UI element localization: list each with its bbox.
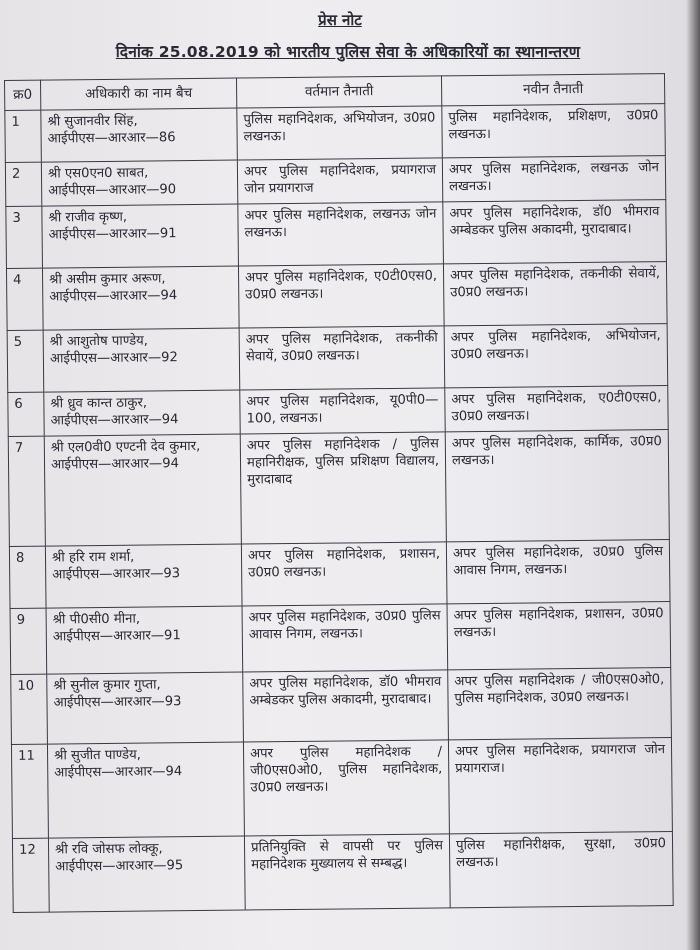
header-new-posting: नवीन तैनाती [441, 74, 664, 106]
page-edge-shadow [686, 0, 700, 950]
officer-cell [41, 108, 238, 162]
officer-cell [48, 836, 245, 912]
officer-batch: आईपीएस—आरआर—93 [52, 566, 181, 583]
officer-cell [47, 672, 244, 744]
officer-cell [44, 434, 241, 546]
header-serial: क्र0 [5, 80, 41, 110]
officer-name: श्री असीम कुमार अरूण, [49, 271, 166, 288]
serial-cell: 2 [5, 162, 41, 206]
officer-cell [41, 160, 237, 206]
officer-name: श्री राजीव कृष्ण, [48, 209, 128, 226]
transfer-subtitle: दिनांक 25.08.2019 को भारतीय पुलिस सेवा के अधिकारियों का स्थानान्तरण [115, 43, 581, 61]
transfer-table [4, 73, 674, 913]
new-posting-cell: पुलिस महानिरीक्षक, सुरक्षा, उ0प्र0 लखनऊ। [449, 832, 673, 908]
table-row [8, 430, 669, 547]
new-posting-cell: अपर पुलिस महानिदेशक, प्रशासन, उ0प्र0 लखनऊ। [447, 602, 671, 670]
officer-batch: आईपीएस—आरआर—94 [49, 288, 178, 305]
header-current-posting: वर्तमान तैनाती [236, 76, 441, 108]
officer-batch: आईपीएस—आरआर—90 [48, 182, 177, 199]
table-row [11, 738, 672, 839]
officer-batch: आईपीएस—आरआर—95 [55, 858, 184, 875]
officer-name: श्री सुनील कुमार गुप्ता, [53, 677, 161, 694]
officer-cell [45, 544, 242, 608]
officer-name: श्री सुजीत पाण्डेय, [54, 747, 141, 764]
current-posting-cell: अपर पुलिस महानिदेशक, ए0टी0एस0, उ0प्र0 लखनऊ। [238, 264, 444, 328]
serial-cell: 12 [12, 838, 49, 912]
officer-batch: आईपीएस—आरआर—94 [50, 456, 180, 473]
table-row [7, 324, 668, 393]
current-posting-cell: अपर पुलिस महानिदेशक, डॉ0 भीमराव अम्बेडकर पुलिस अकादमी, मुरादाबाद। [243, 670, 449, 742]
officer-cell [42, 204, 239, 268]
new-posting-cell: अपर पुलिस महानिदेशक, तकनीकी सेवायें, उ0प्र0 लखनऊ। [443, 262, 667, 326]
new-posting-cell: अपर पुलिस महानिदेशक, कार्मिक, उ0प्र0 लखनऊ। [445, 430, 669, 542]
officer-batch: आईपीएस—आरआर—94 [50, 412, 179, 429]
serial-cell: 4 [6, 268, 43, 330]
new-posting-cell: अपर पुलिस महानिदेशक, ए0टी0एस0, उ0प्र0 लखनऊ। [445, 386, 668, 432]
table-row [11, 668, 672, 745]
new-posting-cell: अपर पुलिस महानिदेशक, उ0प्र0 पुलिस आवास निगम, लखनऊ। [446, 540, 670, 604]
officer-cell [46, 606, 243, 674]
table-row [8, 386, 668, 437]
new-posting-cell: पुलिस महानिदेशक, प्रशिक्षण, उ0प्र0 लखनऊ। [442, 104, 666, 158]
current-posting-cell: अपर पुलिस महानिदेशक, प्रशासन, उ0प्र0 लखनऊ। [241, 542, 447, 606]
table-row [5, 104, 666, 163]
officer-name: श्री एल0वी0 एण्टनी देव कुमार, [50, 438, 201, 456]
officer-name: श्री हरि राम शर्मा, [51, 549, 135, 566]
serial-cell: 6 [8, 392, 44, 436]
new-posting-cell: अपर पुलिस महानिदेशक / जी0एस0ओ0, पुलिस महानिदेशक, उ0प्र0 लखनऊ। [448, 668, 672, 740]
serial-cell: 7 [8, 436, 45, 546]
current-posting-cell: अपर पुलिस महानिदेशक, लखनऊ जोन लखनऊ। [238, 202, 444, 266]
table-row [6, 262, 667, 331]
officer-name: श्री रवि जोसफ लोक्कू, [54, 841, 163, 858]
officer-name: श्री पी0सी0 मीना, [52, 611, 141, 628]
current-posting-cell: अपर पुलिस महानिदेशक, उ0प्र0 पुलिस आवास निगम, लखनऊ। [242, 604, 448, 672]
officer-batch: आईपीएस—आरआर—86 [47, 130, 176, 147]
officer-batch: आईपीएस—आरआर—91 [48, 226, 177, 243]
officer-name: श्री एस0एन0 साबत, [47, 165, 149, 182]
officer-cell [42, 266, 239, 330]
officer-name: श्री आशुतोष पाण्डेय, [49, 333, 149, 350]
header-officer-name: अधिकारी का नाम बैच [41, 78, 237, 110]
new-posting-cell: अपर पुलिस महानिदेशक, प्रयागराज जोन प्रयागराज। [448, 738, 672, 834]
current-posting-cell: प्रतिनियुक्ति से वापसी पर पुलिस महानिदेशक मुख्यालय से सम्बद्ध। [244, 834, 450, 910]
officer-cell [43, 328, 240, 392]
serial-cell: 1 [5, 110, 42, 162]
officer-batch: आईपीएस—आरआर—93 [53, 694, 182, 711]
current-posting-cell: पुलिस महानिदेशक, अभियोजन, उ0प्र0 लखनऊ। [237, 106, 443, 160]
serial-cell: 8 [9, 546, 46, 608]
officer-cell [44, 390, 240, 436]
table-row [10, 602, 671, 675]
table-row [12, 832, 673, 913]
officer-name: श्री ध्रुव कान्त ठाकुर, [50, 395, 148, 412]
serial-cell: 9 [10, 608, 47, 674]
table-row [5, 156, 665, 207]
new-posting-cell: अपर पुलिस महानिदेशक, अभियोजन, उ0प्र0 लखनऊ। [444, 324, 668, 388]
current-posting-cell: अपर पुलिस महानिदेशक, प्रयागराज जोन प्रयागराज [237, 158, 442, 204]
serial-cell: 5 [7, 330, 44, 392]
table-row [6, 200, 667, 269]
officer-batch: आईपीएस—आरआर—92 [49, 350, 178, 367]
new-posting-cell: अपर पुलिस महानिदेशक, लखनऊ जोन लखनऊ। [442, 156, 665, 202]
new-posting-cell: अपर पुलिस महानिदेशक, डॉ0 भीमराव अम्बेडकर पुलिस अकादमी, मुरादाबाद। [443, 200, 667, 264]
current-posting-cell: अपर पुलिस महानिदेशक / पुलिस महानिरीक्षक, पुलिस प्रशिक्षण विद्यालय, मुरादाबाद [240, 432, 446, 544]
current-posting-cell: अपर पुलिस महानिदेशक, तकनीकी सेवायें, उ0प्र0 लखनऊ। [239, 326, 445, 390]
officer-batch: आईपीएस—आरआर—91 [52, 628, 181, 645]
current-posting-cell: अपर पुलिस महानिदेशक / जी0एस0ओ0, पुलिस महानिदेशक, उ0प्र0 लखनऊ। [243, 740, 449, 836]
table-body [5, 104, 673, 913]
current-posting-cell: अपर पुलिस महानिदेशक, यू0पी0—100, लखनऊ। [240, 388, 445, 434]
officer-batch: आईपीएस—आरआर—94 [54, 764, 183, 781]
press-note-title: प्रेस नोट [318, 11, 362, 29]
officer-cell [47, 742, 244, 838]
serial-cell: 11 [11, 744, 48, 838]
serial-cell: 3 [6, 206, 43, 268]
serial-cell: 10 [11, 674, 48, 744]
officer-name: श्री सुजानवीर सिंह, [47, 113, 138, 130]
table-row [9, 540, 670, 609]
